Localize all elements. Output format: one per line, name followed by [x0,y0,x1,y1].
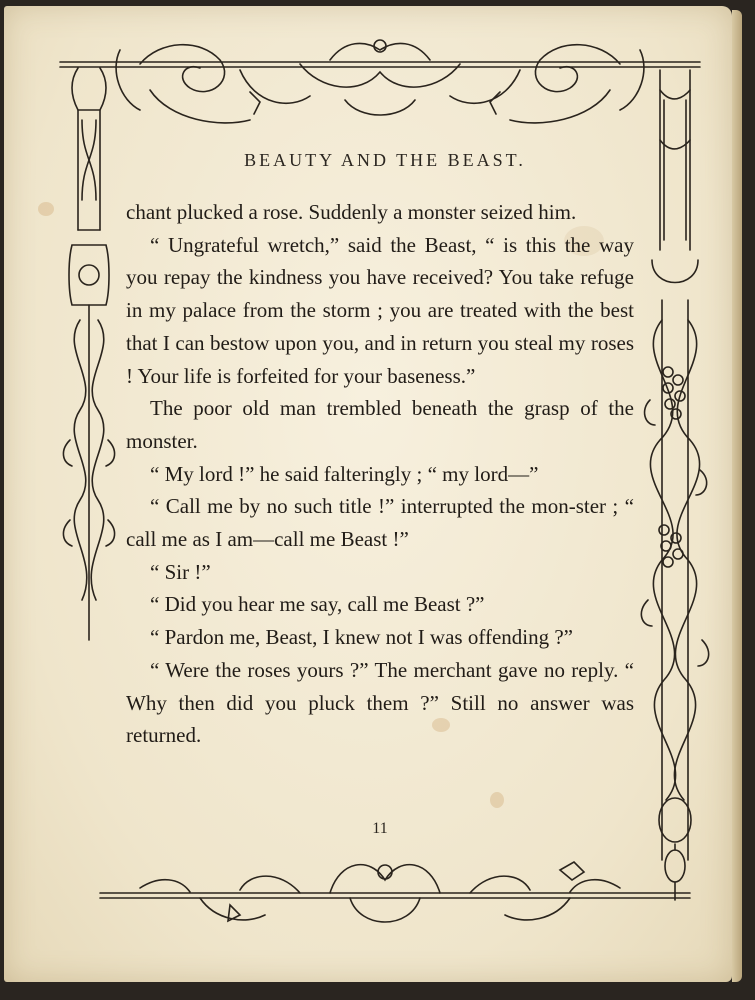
bottom-scrollwork-ornament [100,862,690,922]
right-gothic-column [641,70,708,900]
grape-vine-decoration [659,367,685,567]
paragraph: “ Were the roses yours ?” The merchant gave no reply. “ Why then did you pluck them ?” Still no answer was returned. [126,657,634,748]
paragraph: “ Call me by no such title !” interrupted the mon-ster ; “ call me as I am—call me Beast !” [126,494,634,552]
top-scrollwork-ornament [60,40,700,123]
paragraph: “ Ungrateful wretch,” said the Beast, “ is this the way you repay the kindness you have received? You take refuge in my palace from the storm ; you are treated with the best that I can bestow upon you, and in return you steal my roses ! Your life is forfeited for your baseness.” [126,232,634,388]
paragraph: “ Sir !” [150,559,211,584]
paragraph: The poor old man trembled beneath the grasp of the monster. [126,396,634,453]
page-number: 11 [372,820,388,837]
running-title: BEAUTY AND THE BEAST. [244,150,526,170]
paragraph: chant plucked a rose. Suddenly a monster seized him. [126,200,577,224]
left-gothic-column [63,68,114,640]
body-text [126,196,634,752]
paragraph: “ Did you hear me say, call me Beast ?” [150,592,485,617]
paragraph: “ My lord !” he said falteringly ; “ my lord—” [150,461,539,486]
paragraph: “ Pardon me, Beast, I knew not I was offending ?” [150,625,573,650]
